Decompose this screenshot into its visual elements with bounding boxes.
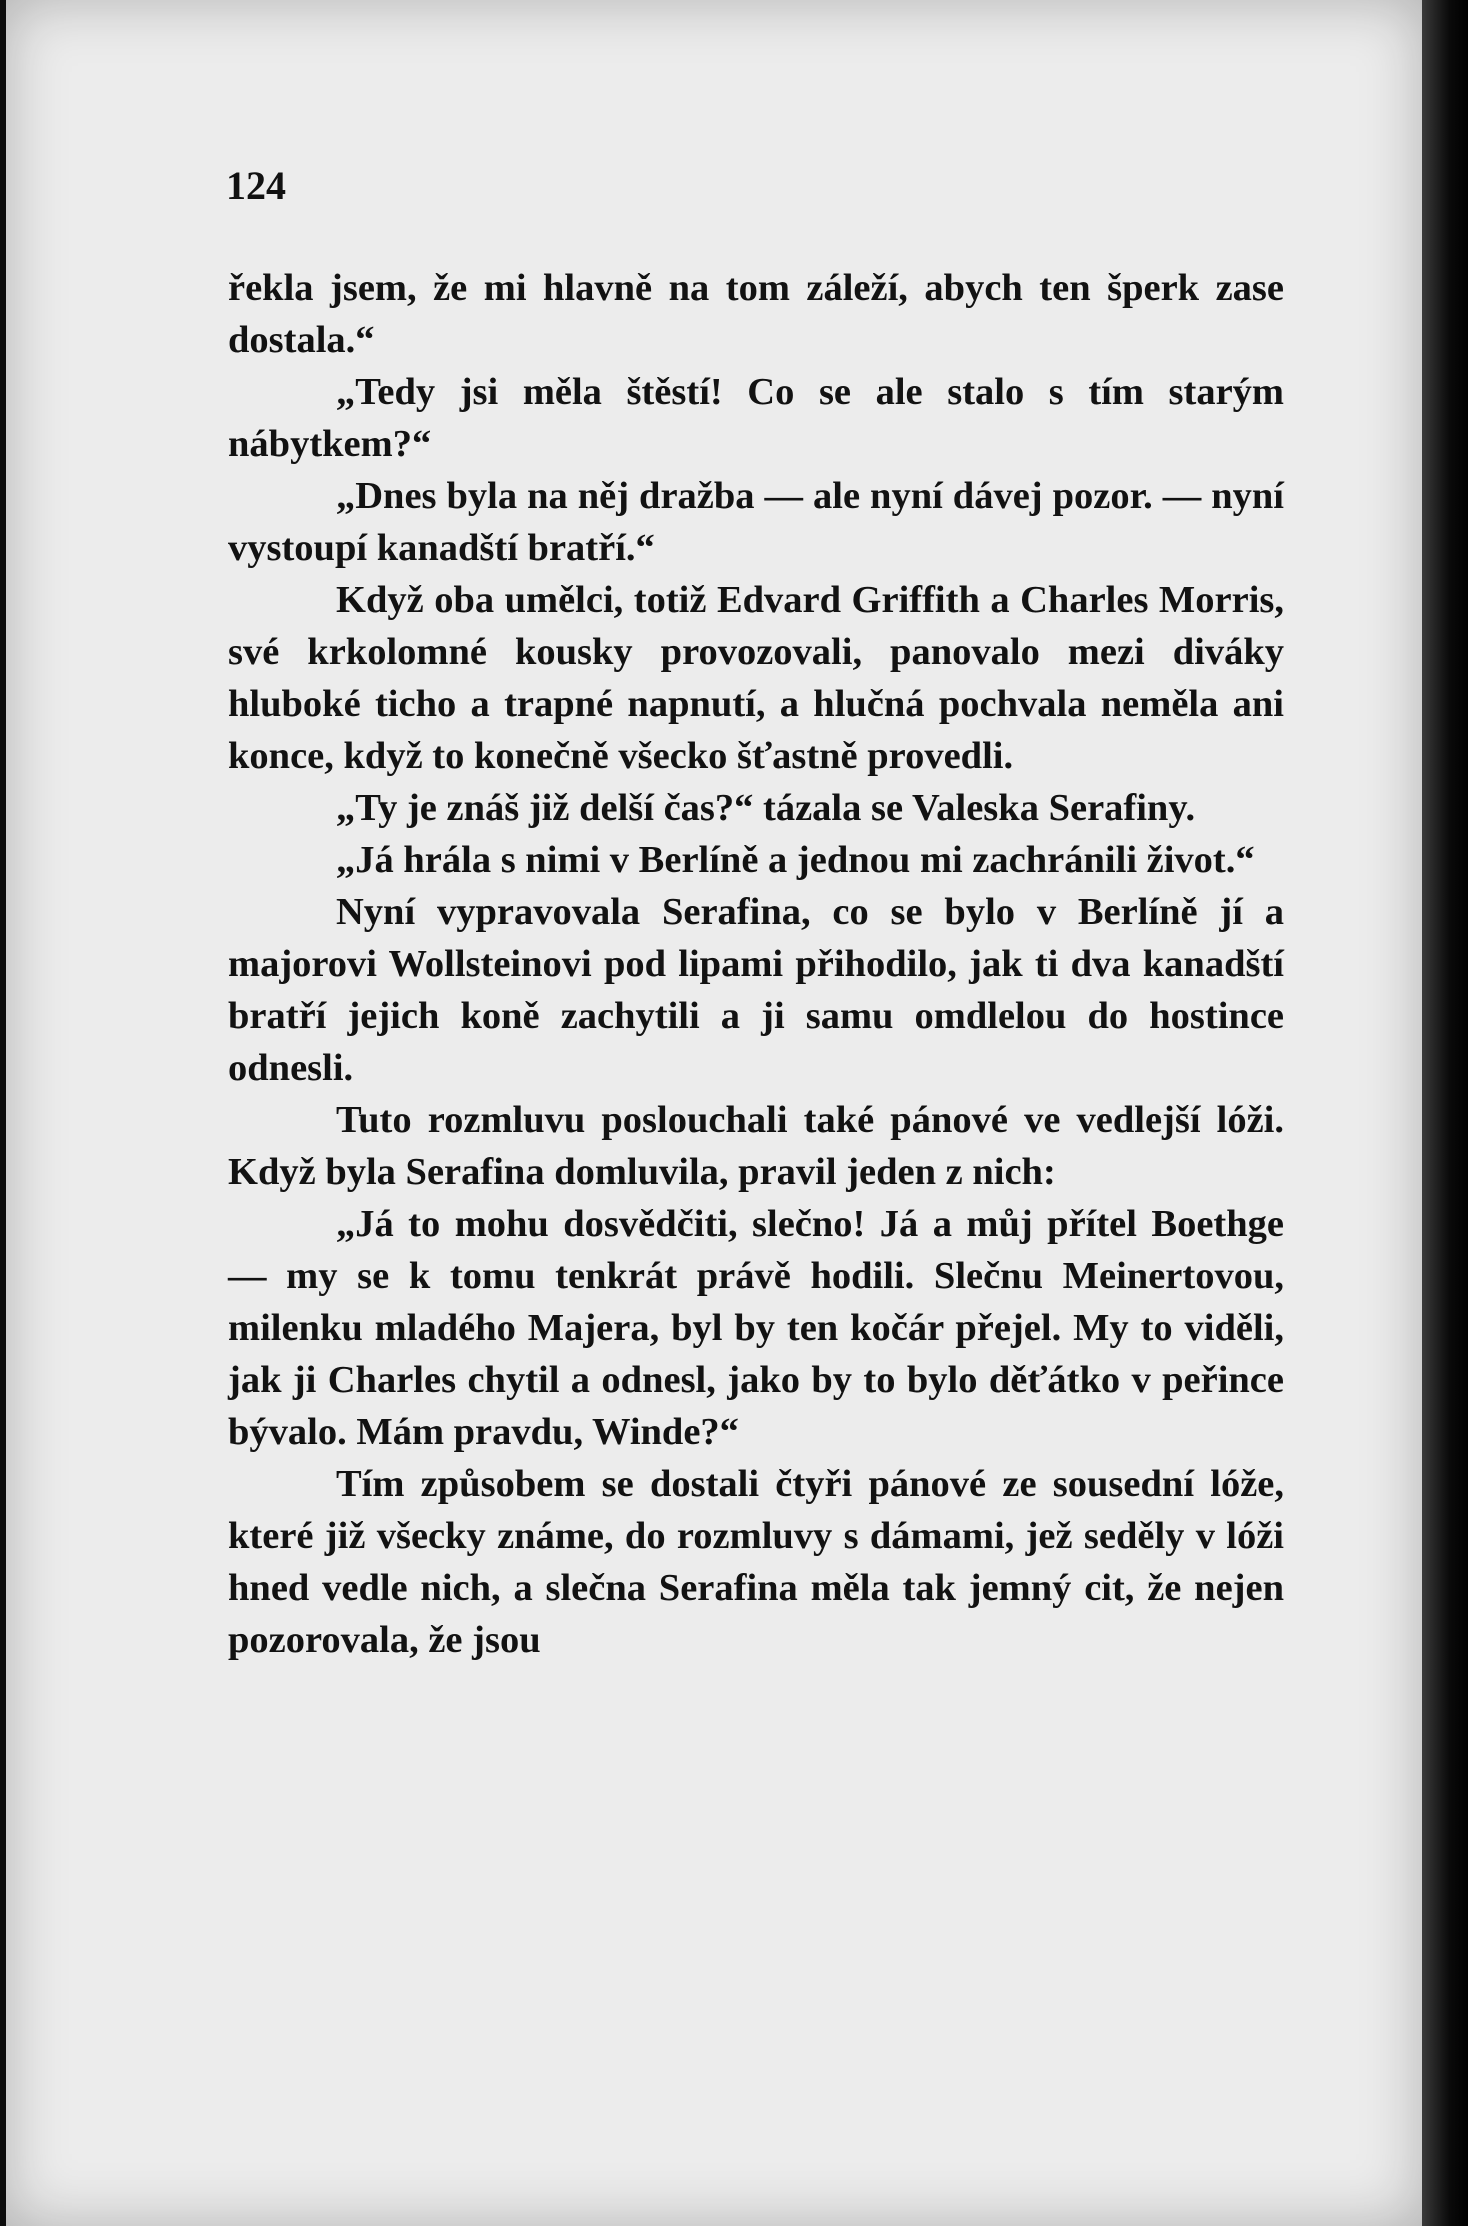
paragraph-5: „Ty je znáš již delší čas?“ tázala se Valeska Serafiny. bbox=[336, 787, 1196, 829]
binding-shadow bbox=[1422, 0, 1468, 2226]
page-number: 124 bbox=[226, 163, 286, 208]
paragraph-10: Tím způsobem se dostali čtyři pánové ze sousední lóže, které již všecky známe, do rozmluvy s dámami, jež seděly v lóži hned vedle nich, a slečna Serafina měla tak jemný cit, že nejen pozorovala, že jsou bbox=[228, 1463, 1284, 1661]
book-page bbox=[6, 0, 1422, 2226]
paragraph-3: „Dnes byla na něj dražba — ale nyní dávej pozor. — nyní vystoupí kanadští bratří.“ bbox=[228, 475, 1284, 569]
paragraph-9: „Já to mohu dosvědčiti, slečno! Já a můj přítel Boethge — my se k tomu tenkrát právě hodili. Slečnu Meinertovou, milenku mladého Majera, byl by ten kočár přejel. My to viděli, jak ji Charles chytil a odnesl, jako by to bylo děťátko v peřince bývalo. Mám pravdu, Winde?“ bbox=[228, 1203, 1284, 1453]
paragraph-2: „Tedy jsi měla štěstí! Co se ale stalo s tím starým nábytkem?“ bbox=[228, 371, 1284, 465]
paragraph-7: Nyní vypravovala Serafina, co se bylo v Berlíně jí a majorovi Wollsteinovi pod lipami přihodilo, jak ti dva kanadští bratří jejich koně zachytili a ji samu omdlelou do hostince odnesli. bbox=[228, 891, 1284, 1089]
paragraph-8: Tuto rozmluvu poslouchali také pánové ve vedlejší lóži. Když byla Serafina domluvila, pravil jeden z nich: bbox=[228, 1099, 1284, 1193]
page-text bbox=[228, 262, 1284, 1666]
paragraph-6: „Já hrála s nimi v Berlíně a jednou mi zachránili život.“ bbox=[336, 839, 1255, 881]
paragraph-1: řekla jsem, že mi hlavně na tom záleží, abych ten šperk zase dostala.“ bbox=[228, 267, 1284, 361]
paragraph-4: Když oba umělci, totiž Edvard Griffith a Charles Morris, své krkolomné kousky provozovali, panovalo mezi diváky hluboké ticho a trapné napnutí, a hlučná pochvala neměla ani konce, když to konečně všecko šťastně provedli. bbox=[228, 579, 1284, 777]
